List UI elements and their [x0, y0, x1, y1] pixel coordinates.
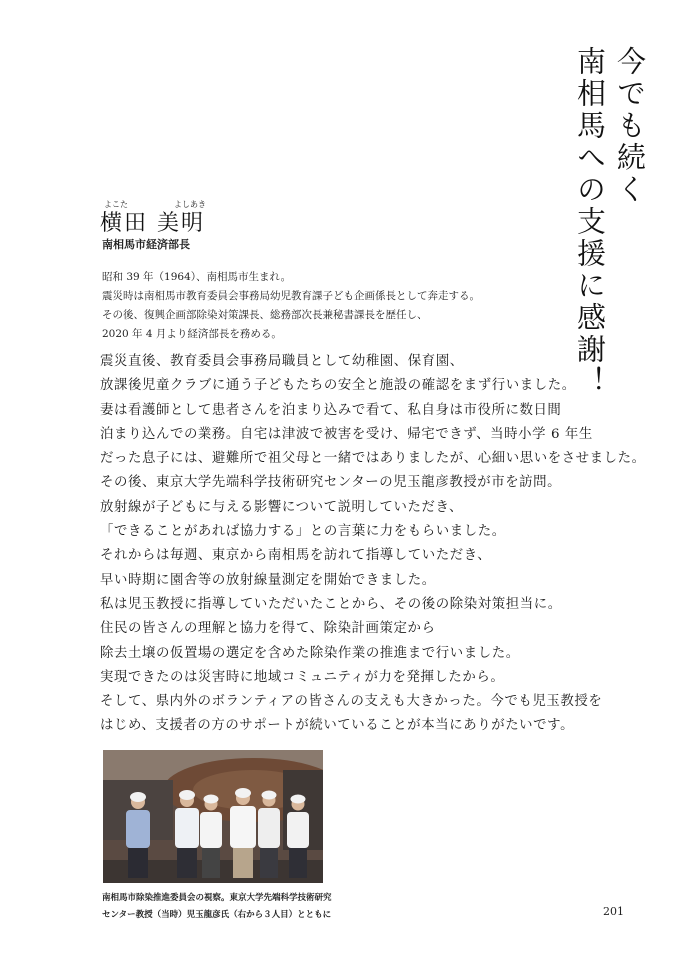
title-line-1: 今でも続く	[613, 46, 647, 206]
ruby-surname: よこた	[104, 200, 128, 209]
body-line: だった息子には、避難所で祖父母と一緒ではありましたが、心細い思いをさせました。	[100, 451, 646, 467]
body-line: そして、県内外のボランティアの皆さんの支えも大きかった。今でも児玉教授を	[100, 694, 603, 710]
body-line: それからは毎週、東京から南相馬を訪れて指導していただき、	[100, 548, 492, 564]
profile-text	[102, 268, 480, 344]
page-number: 201	[603, 905, 624, 918]
photo-caption	[102, 890, 332, 924]
body-text	[100, 350, 660, 739]
profile-line: 2020 年 4 月より経済部長を務める。	[102, 328, 282, 340]
person-name: 横田 美明	[100, 211, 205, 236]
ruby-given-name: よしあき	[174, 200, 206, 209]
body-line: 実現できたのは災害時に地域コミュニティが力を発揮したから。	[100, 669, 505, 685]
body-line: 放課後児童クラブに通う子どもたちの安全と施設の確認をまず行いました。	[100, 378, 576, 394]
body-line: 除去土壌の仮置場の選定を含めた除染作業の推進まで行いました。	[100, 645, 520, 661]
body-line: 放射線が子どもに与える影響について説明していただき、	[100, 499, 463, 515]
caption-line: 南相馬市除染推進委員会の視察。東京大学先端科学技術研究	[102, 893, 332, 903]
group-photo	[103, 750, 323, 883]
body-line: 「できることがあれば協力する」との言葉に力をもらいました。	[100, 524, 506, 540]
title-line-2: 南相馬への支援に感謝！	[573, 46, 607, 398]
body-line: 泊まり込んでの業務。自宅は津波で被害を受け、帰宅できず、当時小学 6 年生	[100, 426, 593, 442]
body-line: はじめ、支援者の方のサポートが続いていることが本当にありがたいです。	[100, 718, 575, 734]
profile-line: 震災時は南相馬市教育委員会事務局幼児教育課子ども企画係長として奔走する。	[102, 290, 480, 302]
body-line: 住民の皆さんの理解と協力を得て、除染計画策定から	[100, 621, 436, 637]
person-position: 南相馬市経済部長	[102, 238, 190, 251]
profile-line: 昭和 39 年（1964）、南相馬市生まれ。	[102, 271, 292, 283]
body-line: 私は児玉教授に指導していただいたことから、その後の除染対策担当に。	[100, 596, 562, 612]
caption-line: センター教授（当時）児玉龍彦氏（右から３人目）とともに	[102, 910, 332, 920]
body-line: その後、東京大学先端科学技術研究センターの児玉龍彦教授が市を訪問。	[100, 475, 562, 491]
profile-line: その後、復興企画部除染対策課長、総務部次長兼秘書課長を歴任し、	[102, 309, 428, 321]
body-line: 妻は看護師として患者さんを泊まり込みで看て、私自身は市役所に数日間	[100, 402, 562, 418]
body-line: 震災直後、教育委員会事務局職員として幼稚園、保育園、	[100, 354, 464, 369]
body-line: 早い時期に園舎等の放射線量測定を開始できました。	[100, 572, 436, 588]
